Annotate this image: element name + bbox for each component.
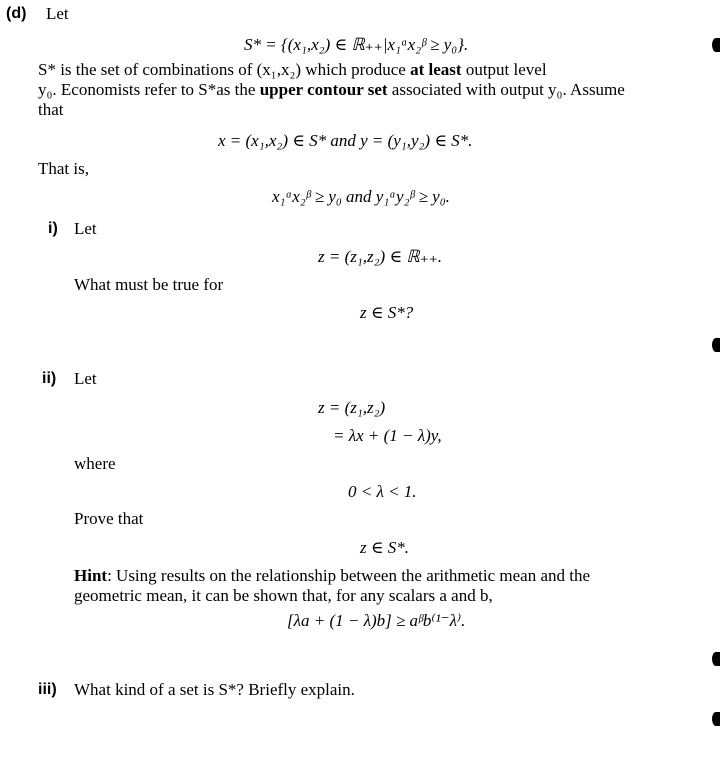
edge-mark-2 — [712, 338, 720, 352]
desc-bold-upper-contour: upper contour set — [259, 80, 388, 99]
hint-label: Hint — [74, 566, 108, 585]
hint-paragraph — [74, 566, 714, 606]
part-i-question: What must be true for — [74, 275, 224, 294]
part-iii-label: iii) — [38, 681, 57, 698]
part-d-label: (d) — [6, 5, 27, 22]
inequality-condition: x₁ᵅx₂ᵝ ≥ y₀ and y₁ᵅy₂ᵝ ≥ y₀. — [272, 187, 450, 206]
part-iii-question: What kind of a set is S*? Briefly explain. — [74, 680, 355, 699]
desc-text-4: associated with output y₀. Assume — [387, 80, 625, 99]
edge-mark-4 — [712, 712, 720, 726]
edge-mark-1 — [712, 38, 720, 52]
hint-formula: [λa + (1 − λ)b] ≥ aᵝb⁽¹⁻λ⁾. — [287, 611, 466, 630]
z-definition: z = (z₁,z₂) ∈ ℝ₊₊. — [318, 247, 442, 266]
desc-text-1: S* is the set of combinations of (x₁,x₂) which produce — [38, 60, 411, 79]
part-i-let: Let — [74, 219, 97, 238]
part-i-label: i) — [48, 220, 58, 237]
desc-bold-at-least: at least — [410, 60, 462, 79]
z-equation-line2: = λx + (1 − λ)y, — [333, 426, 442, 445]
edge-mark-3 — [712, 652, 720, 666]
z-in-s-question: z ∈ S*? — [360, 303, 414, 322]
hint-text-1: : Using results on the relationship between the arithmetic mean and the — [107, 566, 591, 585]
desc-text-2: output level — [461, 60, 547, 79]
desc-text-3: y₀. Economists refer to S*as the — [38, 80, 260, 99]
part-ii-label: ii) — [42, 370, 57, 387]
part-ii-where: where — [74, 454, 116, 473]
set-definition: S* = {(x₁,x₂) ∈ ℝ₊₊|x₁ᵅx₂ᵝ ≥ y₀}. — [244, 35, 469, 54]
z-equation-line1: z = (z₁,z₂) — [318, 398, 386, 417]
lambda-range: 0 < λ < 1. — [348, 482, 417, 501]
part-d-let: Let — [46, 4, 69, 23]
assumption-equation: x = (x₁,x₂) ∈ S* and y = (y₁,y₂) ∈ S*. — [218, 131, 473, 150]
desc-text-5: that — [38, 100, 64, 119]
part-ii-let: Let — [74, 369, 97, 388]
part-ii-prove: Prove that — [74, 509, 144, 528]
z-in-s-statement: z ∈ S*. — [360, 538, 409, 557]
that-is-text: That is, — [38, 159, 89, 178]
set-description — [38, 60, 714, 120]
hint-text-2: geometric mean, it can be shown that, for any scalars a and b, — [74, 586, 493, 605]
